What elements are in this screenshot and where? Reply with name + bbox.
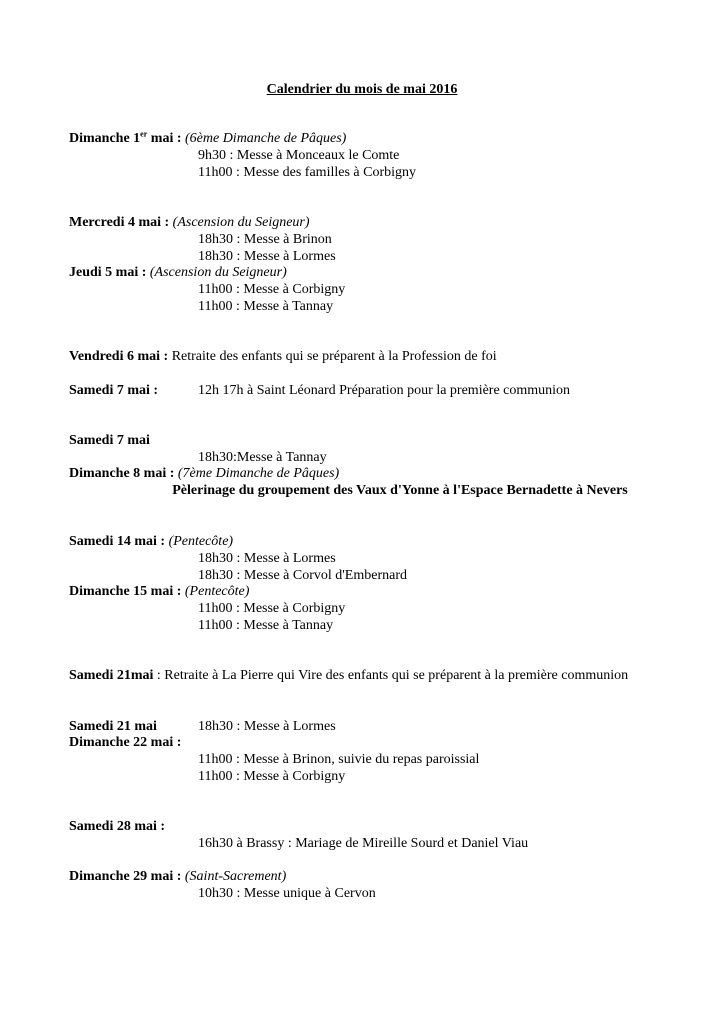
day-label: Samedi 21mai <box>69 668 154 683</box>
day-label: Samedi 28 mai : <box>69 819 166 834</box>
liturgical-note: (Pentecôte) <box>184 584 250 599</box>
entry-heading <box>69 868 286 885</box>
day-label: Jeudi 5 mai : <box>69 265 150 280</box>
event-line: 10h30 : Messe unique à Cervon <box>198 886 376 901</box>
event-line: 11h00 : Messe à Brinon, suivie du repas paroissial <box>198 752 480 767</box>
day-label: Samedi 7 mai <box>69 433 150 448</box>
event-line: 12h 17h à Saint Léonard Préparation pour la première communion <box>198 383 571 398</box>
day-label: Samedi 14 mai : <box>69 534 169 549</box>
event-line: 9h30 : Messe à Monceaux le Comte <box>198 148 400 163</box>
day-label: Samedi 21 mai <box>69 719 157 734</box>
event-line: 11h00 : Messe à Corbigny <box>198 769 346 784</box>
entry-heading <box>69 348 497 365</box>
day-label: Mercredi 4 mai : <box>69 215 173 230</box>
entry-heading <box>69 818 165 835</box>
event-line: 18h30 : Messe à Lormes <box>198 551 336 566</box>
entry-heading <box>69 465 339 482</box>
entry-heading <box>69 667 628 684</box>
day-label: Dimanche 15 mai : <box>69 584 185 599</box>
event-line: 18h30 : Messe à Corvol d'Embernard <box>198 568 407 583</box>
event-line: 11h00 : Messe des familles à Corbigny <box>198 165 417 180</box>
event-line: 11h00 : Messe à Corbigny <box>198 601 346 616</box>
day-label: Dimanche 8 mai : <box>69 466 178 481</box>
event-line: 11h00 : Messe à Tannay <box>198 299 334 314</box>
day-label: Samedi 7 mai : <box>69 383 159 398</box>
event-text: Retraite des enfants qui se préparent à la Profession de foi <box>171 349 497 364</box>
event-line: 16h30 à Brassy : Mariage de Mireille Sourd et Daniel Viau <box>198 836 529 851</box>
entry-heading <box>69 214 310 231</box>
liturgical-note: (Pentecôte) <box>168 534 234 549</box>
event-line: 18h30 : Messe à Brinon <box>198 232 332 247</box>
day-label: Dimanche 1er mai : <box>69 129 185 146</box>
entry-heading <box>69 382 158 399</box>
entry-heading <box>69 432 150 449</box>
pilgrimage-line: Pèlerinage du groupement des Vaux d'Yonne à l'Espace Bernadette à Nevers <box>172 483 628 498</box>
liturgical-note: (7ème Dimanche de Pâques) <box>177 466 340 481</box>
event-line: 11h00 : Messe à Corbigny <box>198 282 346 297</box>
page-title: Calendrier du mois de mai 2016 <box>266 82 458 97</box>
entry-heading <box>69 718 157 735</box>
entry-heading <box>69 583 249 600</box>
liturgical-note: (Ascension du Seigneur) <box>172 215 310 230</box>
entry-heading <box>69 264 287 281</box>
entry-heading <box>69 533 233 550</box>
event-line: 18h30:Messe à Tannay <box>198 450 327 465</box>
day-label: Dimanche 29 mai : <box>69 869 185 884</box>
liturgical-note: (6ème Dimanche de Pâques) <box>185 131 347 146</box>
liturgical-note: (Saint-Sacrement) <box>184 869 287 884</box>
liturgical-note: (Ascension du Seigneur) <box>149 265 287 280</box>
day-label: Vendredi 6 mai : <box>69 349 172 364</box>
event-line: 18h30 : Messe à Lormes <box>198 719 336 734</box>
event-text: : Retraite à La Pierre qui Vire des enfants qui se préparent à la première communion <box>153 668 629 683</box>
event-line: 11h00 : Messe à Tannay <box>198 618 334 633</box>
entry-heading <box>69 734 181 751</box>
entry-heading <box>69 130 346 147</box>
event-line: 18h30 : Messe à Lormes <box>198 249 336 264</box>
day-label: Dimanche 22 mai : <box>69 735 182 750</box>
